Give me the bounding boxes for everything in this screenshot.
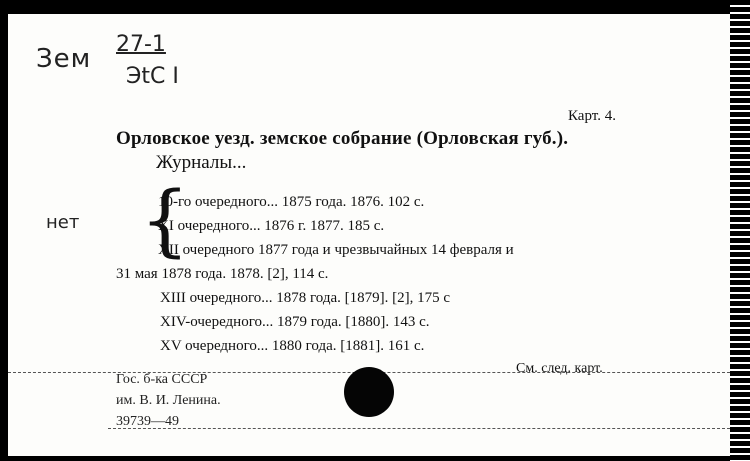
entry-line: 10-го очередного... 1875 года. 1876. 102 с. [158, 194, 425, 210]
entry-line: 31 мая 1878 года. 1878. [2], 114 с. [116, 266, 329, 282]
see-next-note: См. след. карт. [516, 361, 603, 376]
library-stamp-line1: Гос. б-ка СССР [116, 372, 208, 387]
entry-line: XIV-очередного... 1879 года. [1880]. 143 с. [160, 314, 430, 330]
library-stamp-line2: им. В. И. Ленина. [116, 393, 221, 408]
library-stamp-line3: 39739—49 [116, 414, 179, 429]
brace-icon: { [140, 176, 190, 266]
card-title: Орловское уезд. земское собрание (Орловская губ.). [116, 128, 569, 149]
handwritten-fraction-bottom: ЭtC I [126, 64, 179, 89]
entry-line: XV очередного... 1880 года. [1881]. 161 с. [160, 338, 425, 354]
handwritten-net: нет [46, 212, 80, 233]
catalog-card [8, 14, 730, 456]
card-subtitle: Журналы... [156, 152, 247, 173]
entry-line: XI очередного... 1876 г. 1877. 185 с. [158, 218, 385, 234]
entry-line: XIII очередного... 1878 года. [1879]. [2], 175 с [160, 290, 451, 306]
scan-edge [730, 0, 750, 461]
card-number: Карт. 4. [568, 108, 616, 124]
handwritten-fraction-top: 27-1 [116, 32, 166, 57]
handwritten-zem: Зем [36, 44, 92, 74]
entry-line: XII очередного 1877 года и чрезвычайных 14 февраля и [158, 242, 514, 258]
punch-hole [344, 367, 394, 417]
divider-line [108, 428, 730, 429]
